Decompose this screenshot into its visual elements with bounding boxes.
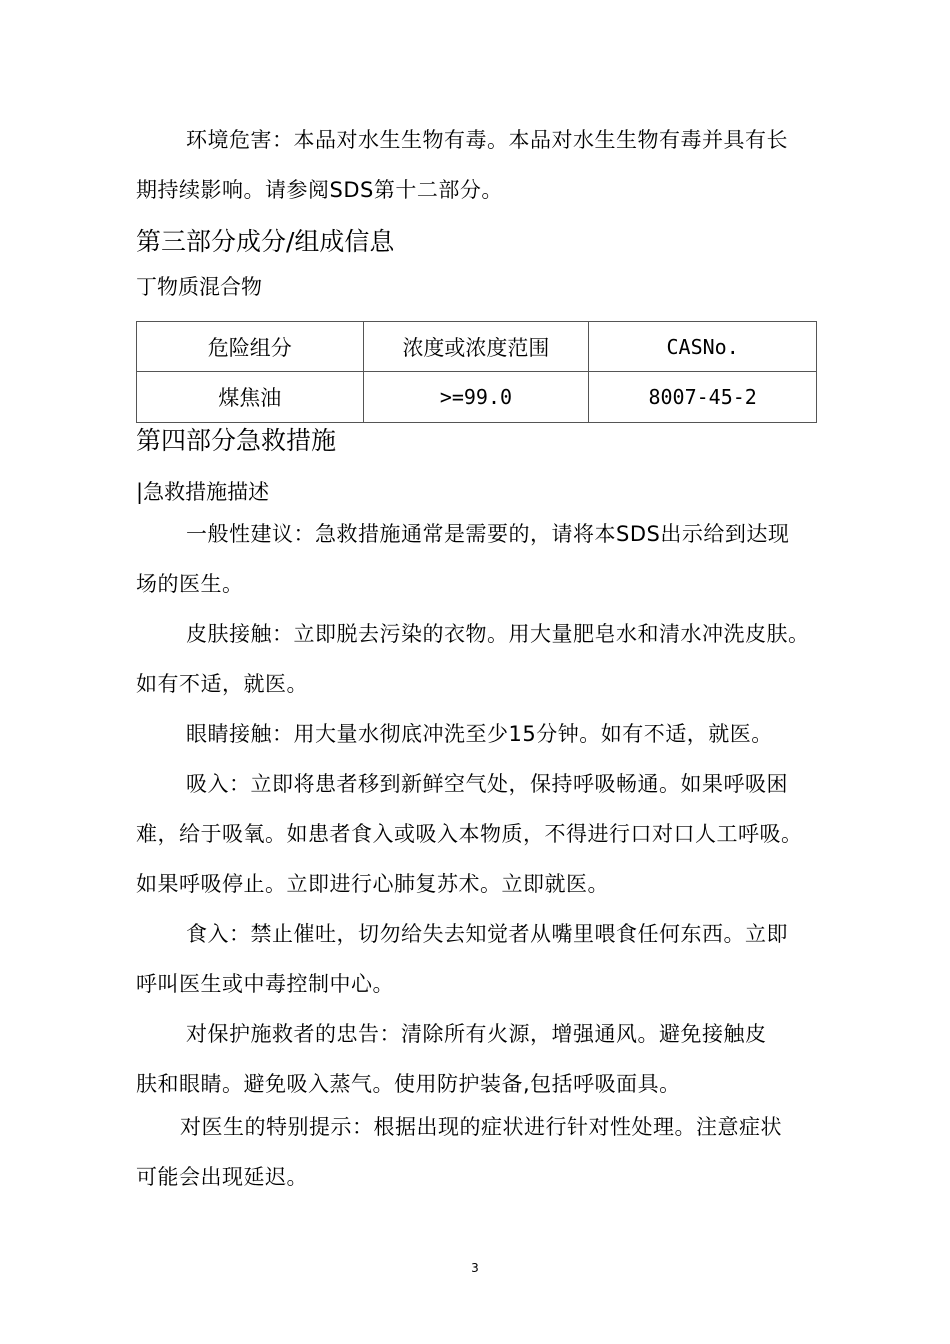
section-4-subtitle: |急救措施描述 [136, 480, 270, 504]
ingestion-line-1: 食入：禁止催吐，切勿给失去知觉者从嘴里喂食任何东西。立即 [186, 922, 788, 946]
ingestion-line-2: 呼叫医生或中毒控制中心。 [136, 972, 394, 996]
section-4-title: 第四部分急救措施 [136, 426, 337, 455]
inhalation-line-2: 难，给于吸氧。如患者食入或吸入本物质，不得进行口对口人工呼吸。 [136, 822, 803, 846]
table-cell: >=99.0 [363, 372, 589, 423]
env-hazard-line-1: 环境危害：本品对水生生物有毒。本品对水生生物有毒并具有长 [186, 128, 788, 152]
general-advice-line-2: 场的医生。 [136, 572, 244, 596]
inhalation-line-1: 吸入：立即将患者移到新鲜空气处，保持呼吸畅通。如果呼吸困 [186, 772, 788, 796]
table-cell: 煤焦油 [137, 372, 364, 423]
section-3-title: 第三部分成分/组成信息 [136, 227, 395, 256]
skin-contact-line-2: 如有不适，就医。 [136, 672, 308, 696]
doctor-note-line-1: 对医生的特别提示：根据出现的症状进行针对性处理。注意症状 [180, 1115, 782, 1139]
table-header-cell: 危险组分 [137, 322, 364, 372]
page-number: 3 [471, 1261, 479, 1275]
inhalation-line-3: 如果呼吸停止。立即进行心肺复苏术。立即就医。 [136, 872, 609, 896]
env-hazard-line-2: 期持续影响。请参阅SDS第十二部分。 [136, 178, 503, 202]
composition-table [136, 321, 817, 423]
rescuer-advice-line-1: 对保护施救者的忠告：清除所有火源，增强通风。避免接触皮 [186, 1022, 767, 1046]
table-header-row [137, 322, 817, 372]
section-3-subtitle: 丁物质混合物 [136, 275, 262, 299]
skin-contact-line-1: 皮肤接触：立即脱去污染的衣物。用大量肥皂水和清水冲洗皮肤。 [186, 622, 810, 646]
general-advice-line-1: 一般性建议：急救措施通常是需要的，请将本SDS出示给到达现 [186, 522, 790, 546]
table-cell: 8007-45-2 [589, 372, 817, 423]
doctor-note-line-2: 可能会出现延迟。 [136, 1165, 308, 1189]
eye-contact-line-1: 眼睛接触：用大量水彻底冲洗至少15分钟。如有不适，就医。 [186, 722, 773, 746]
table-row [137, 372, 817, 423]
table-header-cell: CASNo. [589, 322, 817, 372]
table-header-cell: 浓度或浓度范围 [363, 322, 589, 372]
rescuer-advice-line-2: 肤和眼睛。避免吸入蒸气。使用防护装备,包括呼吸面具。 [136, 1072, 681, 1096]
